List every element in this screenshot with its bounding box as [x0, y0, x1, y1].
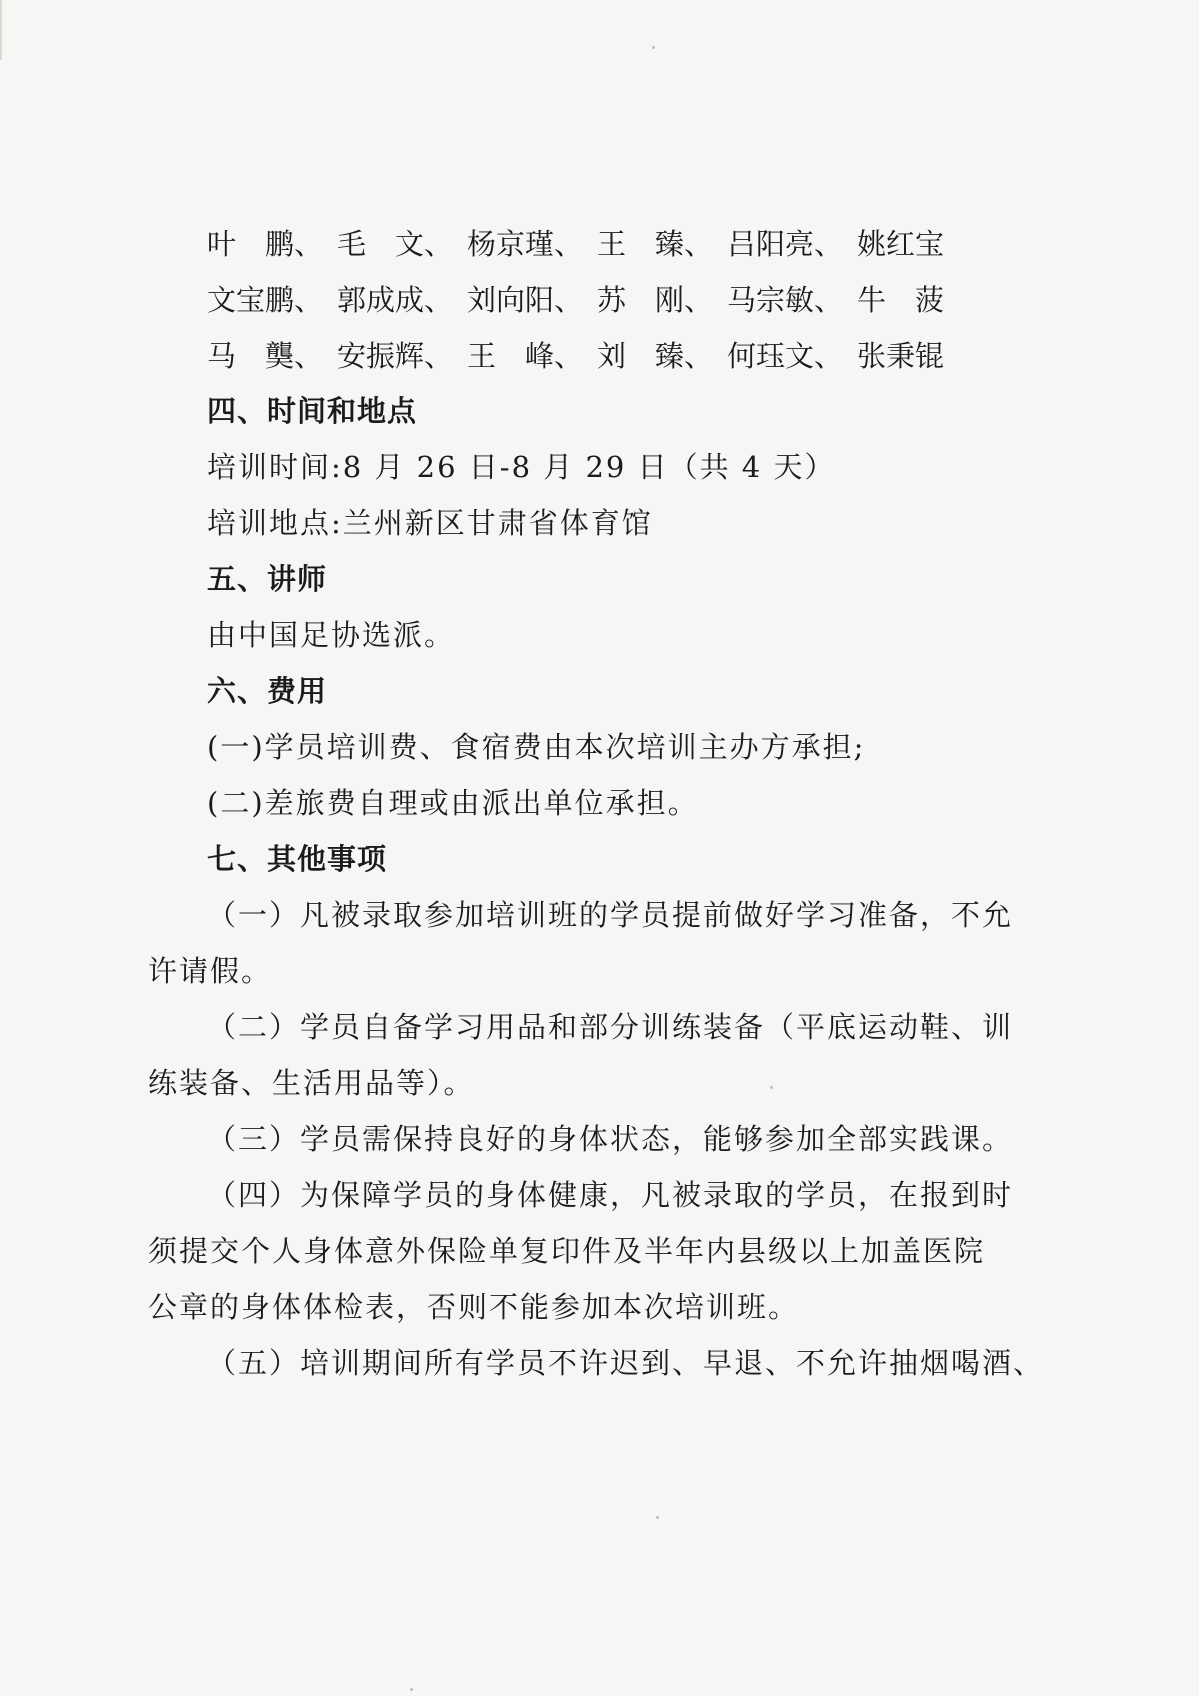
name-cell: 安振辉、	[337, 339, 454, 373]
other-item-1-line-1: （一）凡被录取参加培训班的学员提前做好学习准备，不允	[207, 898, 1014, 932]
name-cell: 刘 臻、	[597, 339, 714, 373]
other-item-4-line-3: 公章的身体体检表，否则不能参加本次培训班。	[148, 1290, 800, 1324]
section-heading-lecturer: 五、讲师	[207, 562, 328, 596]
section-heading-other: 七、其他事项	[207, 842, 388, 876]
training-place: 培训地点:兰州新区甘肃省体育馆	[207, 506, 653, 540]
name-cell: 张秉锟	[857, 339, 945, 373]
fee-item-1: (一)学员培训费、食宿费由本次培训主办方承担;	[207, 730, 866, 764]
other-item-1-line-2: 许请假。	[148, 954, 273, 988]
names-row-1	[207, 226, 987, 262]
name-cell: 姚红宝	[857, 227, 945, 261]
fee-item-2: (二)差旅费自理或由派出单位承担。	[207, 786, 699, 820]
name-cell: 毛 文、	[337, 227, 454, 261]
name-cell: 吕阳亮、	[727, 227, 844, 261]
other-item-4-line-1: （四）为保障学员的身体健康，凡被录取的学员，在报到时	[207, 1178, 1014, 1212]
name-cell: 杨京瑾、	[467, 227, 584, 261]
scan-speck	[410, 1688, 413, 1691]
name-cell: 牛 菠	[857, 283, 945, 317]
lecturer-text: 由中国足协选派。	[207, 618, 456, 652]
name-cell: 何珏文、	[727, 339, 844, 373]
names-row-2	[207, 282, 987, 318]
name-cell: 刘向阳、	[467, 283, 584, 317]
other-item-2-line-1: （二）学员自备学习用品和部分训练装备（平底运动鞋、训	[207, 1010, 1014, 1044]
name-cell: 马 龑、	[207, 339, 324, 373]
name-cell: 王 峰、	[467, 339, 584, 373]
other-item-3-line-1: （三）学员需保持良好的身体状态，能够参加全部实践课。	[207, 1122, 1014, 1156]
name-cell: 苏 刚、	[597, 283, 714, 317]
section-heading-fees: 六、费用	[207, 674, 328, 708]
name-cell: 郭成成、	[337, 283, 454, 317]
training-time: 培训时间:8 月 26 日-8 月 29 日（共 4 天）	[207, 450, 836, 484]
section-heading-time-place: 四、时间和地点	[207, 394, 418, 428]
other-item-4-line-2: 须提交个人身体意外保险单复印件及半年内县级以上加盖医院	[148, 1234, 986, 1268]
name-cell: 王 臻、	[597, 227, 714, 261]
other-item-2-line-2: 练装备、生活用品等）。	[148, 1066, 475, 1100]
scan-speck	[652, 46, 655, 49]
scan-speck	[656, 1516, 659, 1519]
name-cell: 文宝鹏、	[207, 283, 324, 317]
scan-speck	[770, 1086, 773, 1089]
name-cell: 马宗敏、	[727, 283, 844, 317]
names-row-3	[207, 338, 987, 374]
name-cell: 叶 鹏、	[207, 227, 324, 261]
scan-edge-mark	[0, 0, 2, 60]
other-item-5-line-1: （五）培训期间所有学员不许迟到、早退、不允许抽烟喝酒、	[207, 1346, 1045, 1380]
